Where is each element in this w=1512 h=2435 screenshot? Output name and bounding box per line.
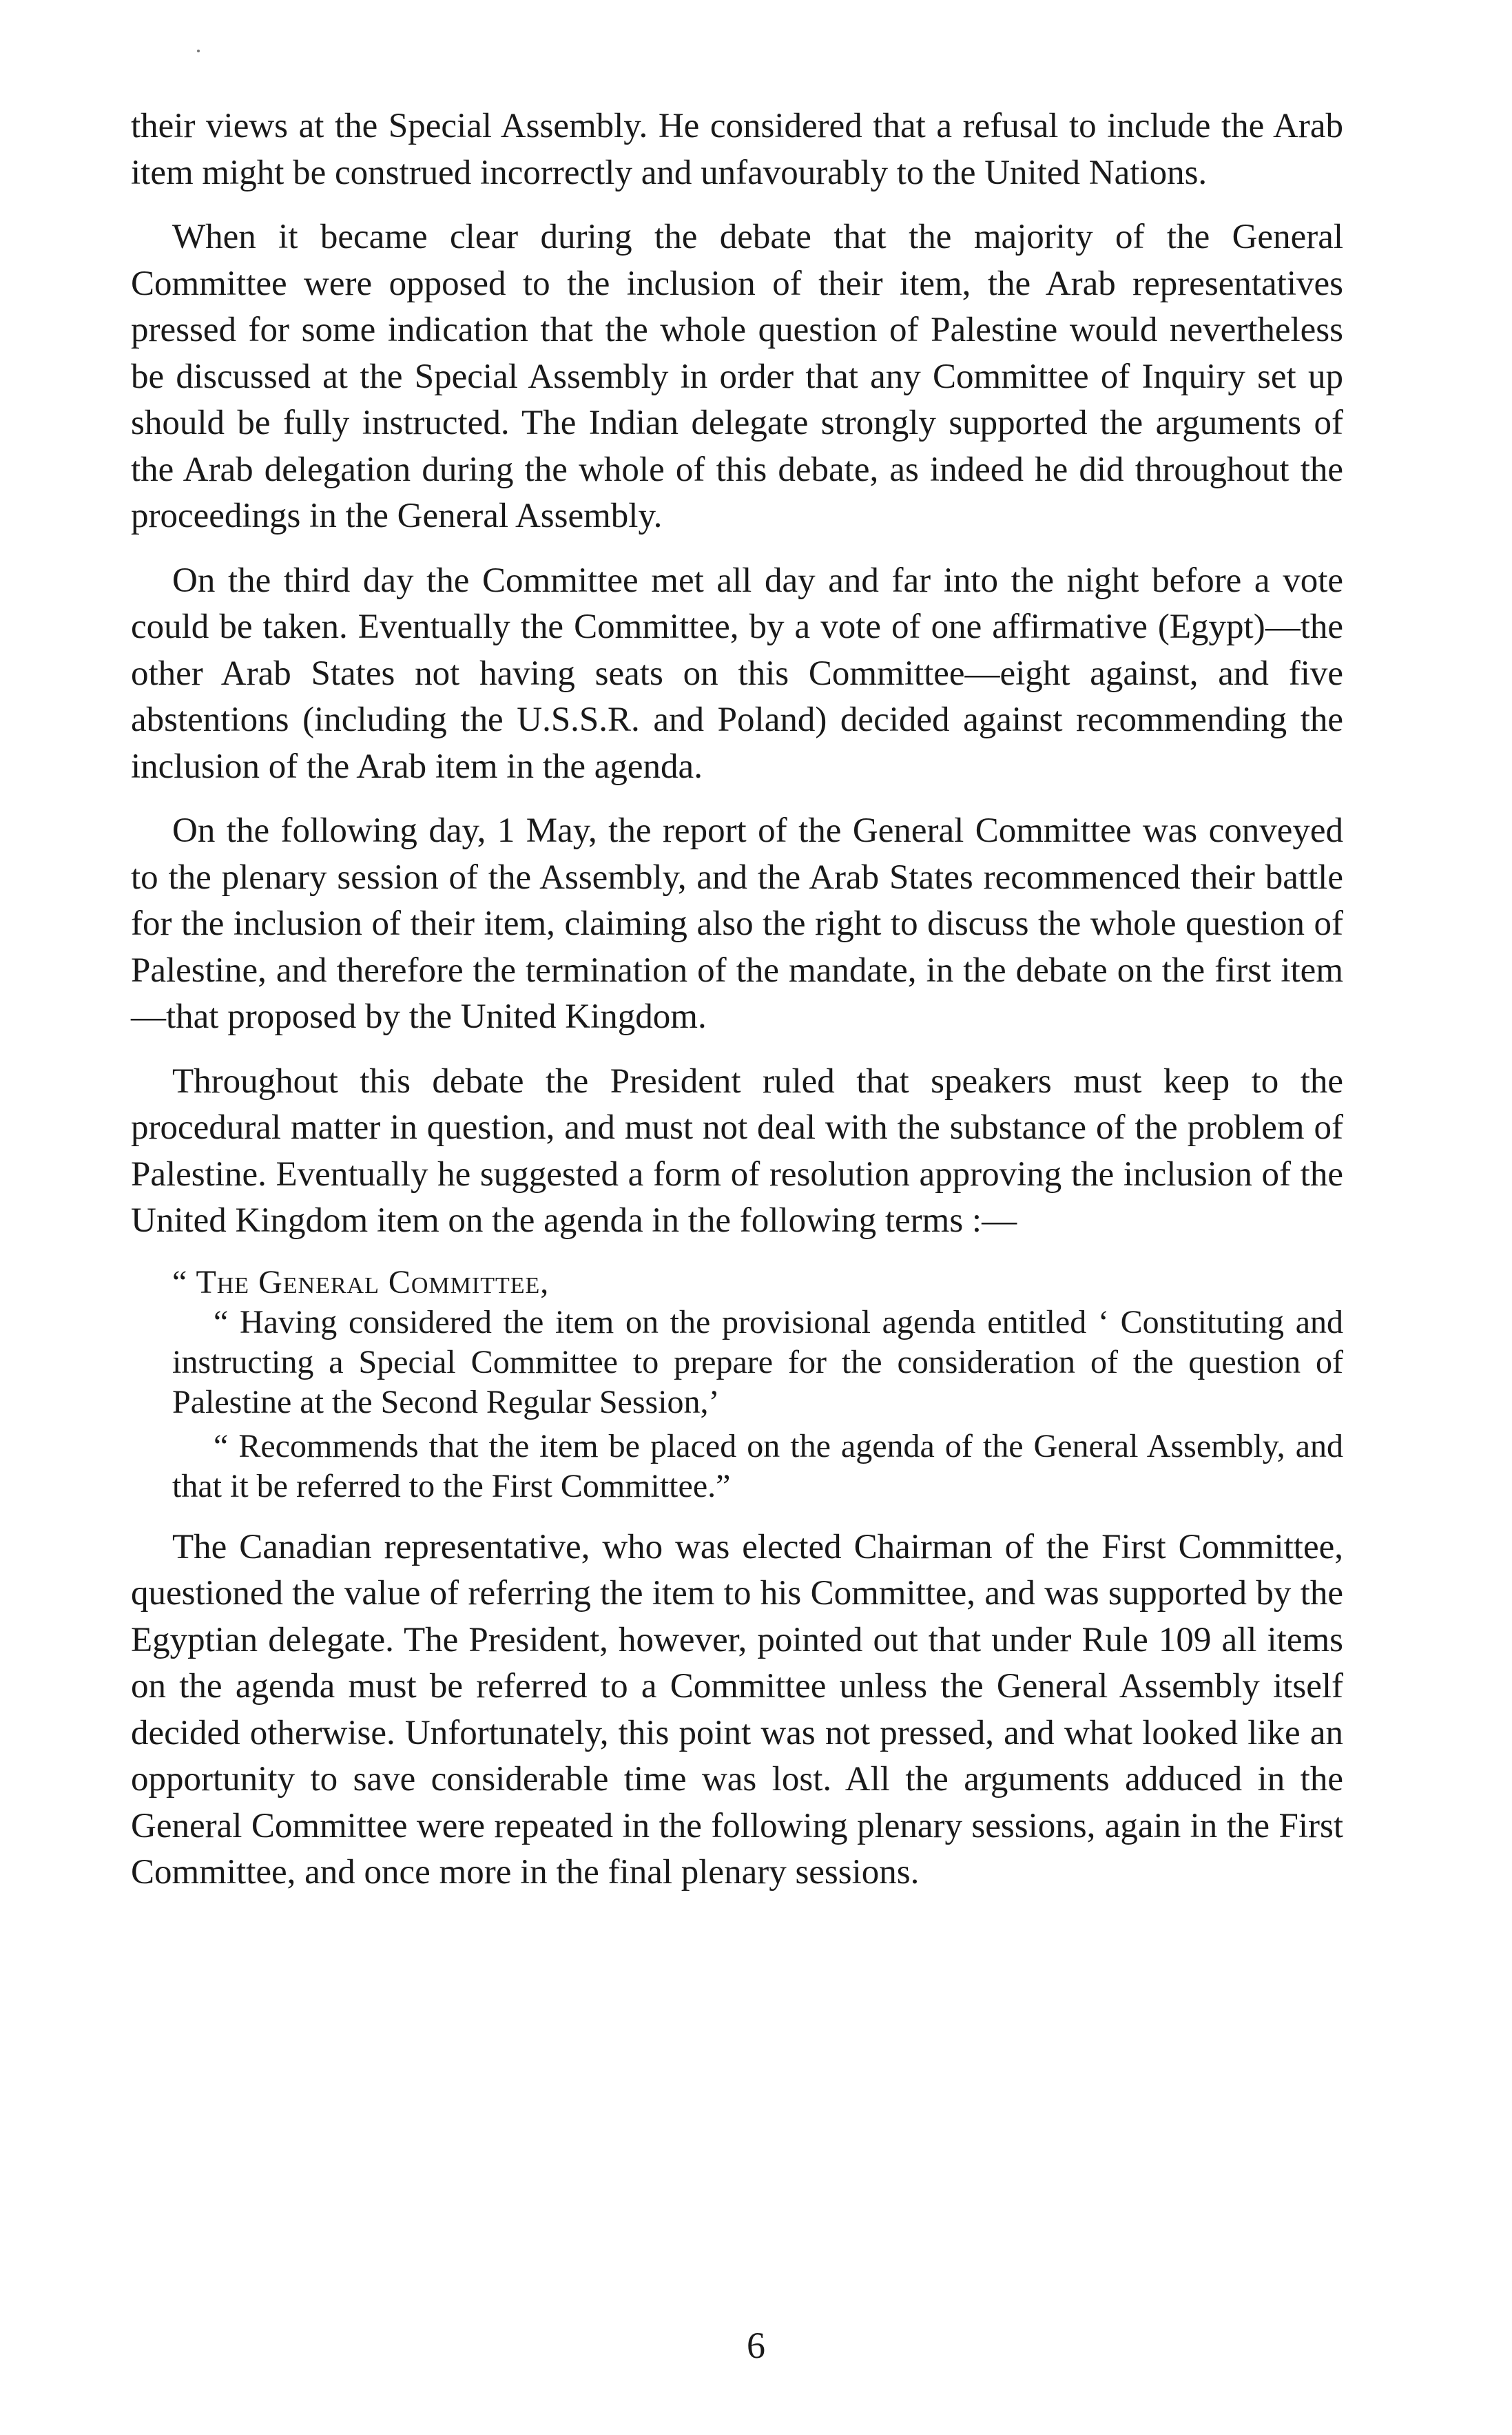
paragraph-plenary-session: On the following day, 1 May, the report of the General Committee was conveyed to the plenary session of the Assembly, and the Arab States recommenced their battle for the inclusion of their item, claiming also the right to discuss the whole question of Palestine, and therefore the termination of the mandate, in the debate on the first item—that proposed by the United Kingdom. <box>131 811 1343 1036</box>
page-speck <box>197 50 200 52</box>
paragraph-president-ruling: Throughout this debate the President ruled that speakers must keep to the procedural matter in question, and must not deal with the substance of the problem of Palestine. Eventually he suggested a form of resolution approving the inclusion of the United Kingdom item on the agenda in the following terms :— <box>131 1061 1343 1240</box>
page-number: 6 <box>747 2325 765 2366</box>
quotation-line-recommends: “ Recommends that the item be placed on the agenda of the General Assembly, and that it be referred to the First Committee.” <box>172 1427 1343 1504</box>
paragraph-continuation: their views at the Special Assembly. He considered that a refusal to include the Arab item might be construed incorrectly and unfavourably to the United Nations. <box>131 107 1343 192</box>
paragraph-canadian-representative: The Canadian representative, who was elected Chairman of the First Committee, questioned the value of referring the item to his Committee, and was supported by the Egyptian delegate. The President, however, pointed out that under Rule 109 all items on the agenda must be referred to a Committee unless the General Assembly itself decided otherwise. Unfortunately, this point was not pressed, and what looked like an opportunity to save considerable time was lost. All the arguments adduced in the General Committee were repeated in the following plenary sessions, again in the First Committee, and once more in the final plenary sessions. <box>131 1527 1343 1892</box>
quotation-line-having-considered: “ Having considered the item on the provisional agenda entitled ‘ Constituting and instructing a Special Committee to prepare for the consideration of the question of Palestine at the Second Regular Session,’ <box>172 1303 1343 1420</box>
document-body <box>131 103 1343 1914</box>
quotation-heading: “ The General Committee, <box>172 1263 550 1301</box>
paragraph-third-day-vote: On the third day the Committee met all day and far into the night before a vote could be taken. Eventually the Committee, by a vote of one affirmative (Egypt)—the other Arab States not having seats on this Committee—eight against, and five abstentions (including the U.S.S.R. and Poland) decided against recommending the inclusion of the Arab item in the agenda. <box>131 561 1343 786</box>
paragraph-arab-representatives: When it became clear during the debate that the majority of the General Committee were opposed to the inclusion of their item, the Arab representatives pressed for some indication that the whole question of Palestine would nevertheless be discussed at the Special Assembly in order that any Committee of Inquiry set up should be fully instructed. The Indian delegate strongly supported the arguments of the Arab delegation during the whole of this debate, as indeed he did throughout the proceedings in the General Assembly. <box>131 218 1343 535</box>
resolution-quotation <box>131 1263 1343 1506</box>
